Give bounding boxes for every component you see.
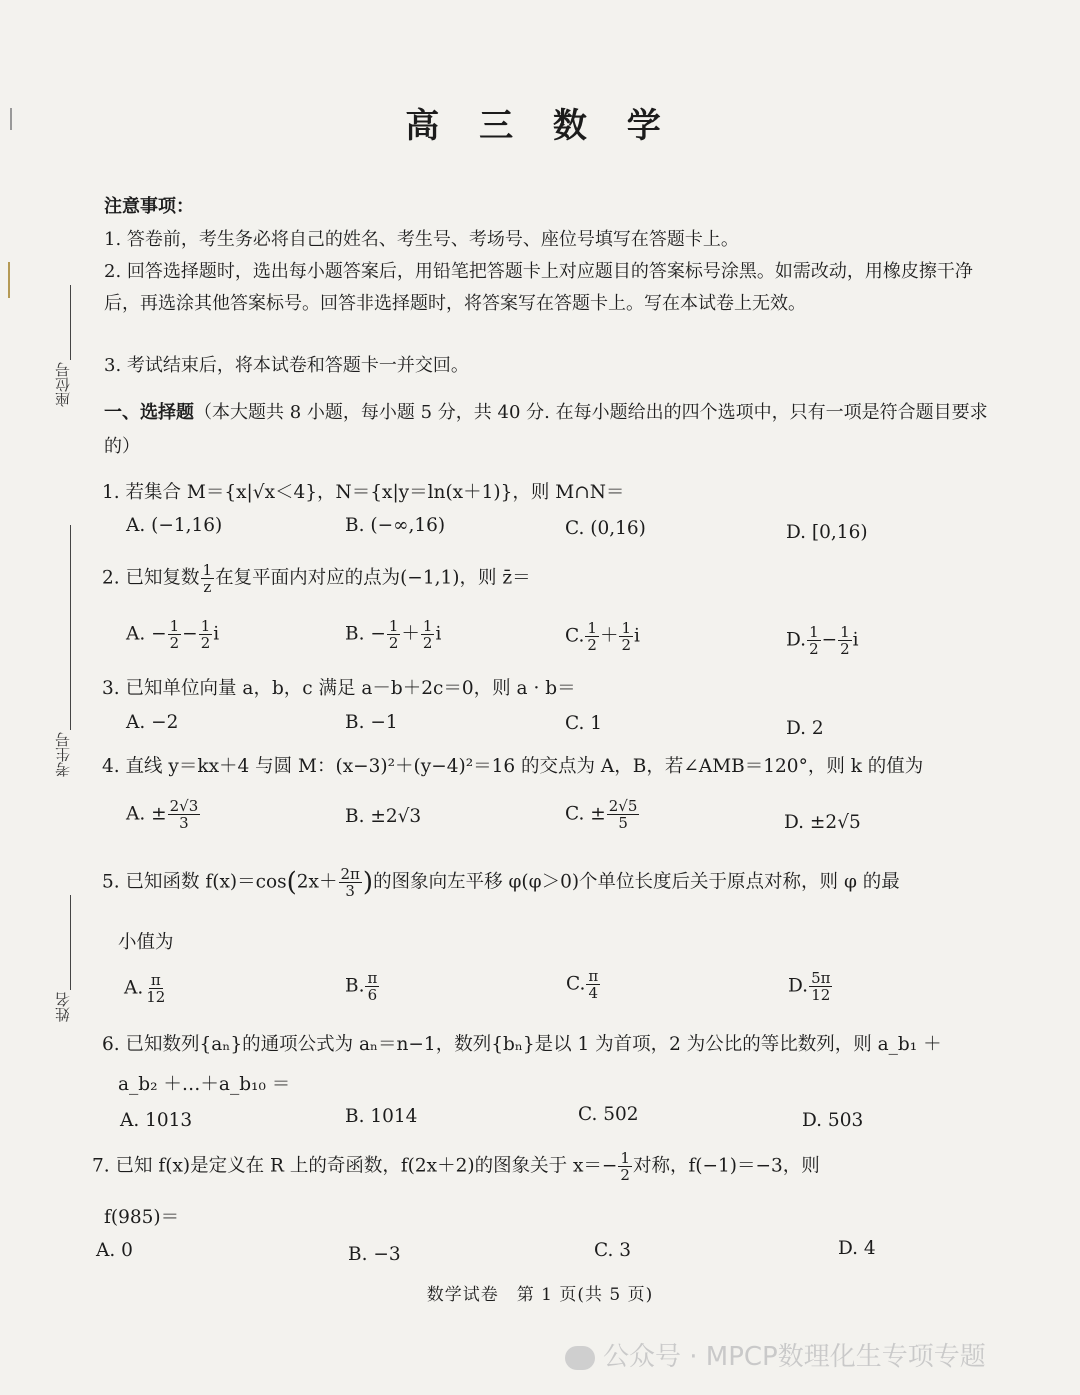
frac-den: 2 xyxy=(621,636,631,654)
question-1: 1. 若集合 M＝{x|√x＜4}，N＝{x|y＝ln(x＋1)}，则 M∩N＝ xyxy=(102,482,625,503)
frac-num: 1 xyxy=(388,617,399,635)
q7-option-d: D. 4 xyxy=(838,1238,876,1259)
imag-unit: i xyxy=(852,629,859,651)
frac-num: 1 xyxy=(620,1149,630,1167)
q1-option-c: C. (0,16) xyxy=(565,518,646,539)
q5-pre: 5. 已知函数 f(x)＝cos xyxy=(102,871,287,893)
q7-fraction xyxy=(618,1150,632,1183)
name-line xyxy=(70,895,71,990)
q5-option-d xyxy=(788,970,833,1003)
op: ＋ xyxy=(401,623,420,645)
q2-option-b xyxy=(345,618,441,651)
half-fraction xyxy=(619,620,633,653)
frac-den: 6 xyxy=(367,986,378,1004)
frac-num: π xyxy=(367,969,378,987)
q2-option-c xyxy=(565,620,640,653)
q3-option-b: B. −1 xyxy=(345,712,398,733)
frac-den: 3 xyxy=(345,882,355,900)
imag-unit: i xyxy=(435,623,442,645)
half-fraction xyxy=(387,618,401,651)
exam-id-line xyxy=(70,525,71,730)
question-2 xyxy=(102,562,1022,595)
q5-post: 的图象向左平移 φ(φ＞0)个单位长度后关于原点对称，则 φ 的最 xyxy=(373,871,900,893)
q3-option-a: A. −2 xyxy=(126,712,179,733)
frac-num: 1 xyxy=(621,619,631,637)
imag-unit: i xyxy=(634,625,640,647)
opt-label: C. ± xyxy=(565,803,606,825)
frac-num: 1 xyxy=(809,623,819,641)
frac-den: 2 xyxy=(200,634,211,652)
frac-den: 4 xyxy=(588,984,599,1002)
q5-option-b xyxy=(345,970,380,1003)
q4-option-b: B. ±2√3 xyxy=(345,806,422,827)
frac-num: 2π xyxy=(340,865,360,883)
frac-den: 2 xyxy=(388,634,399,652)
frac-den: 12 xyxy=(146,988,166,1006)
q5-b-fraction xyxy=(365,970,379,1003)
frac-num: 1 xyxy=(202,561,213,579)
seat-line xyxy=(70,285,71,360)
opt-label: B. xyxy=(345,975,365,997)
q4-a-fraction xyxy=(168,798,201,831)
frac-den: 2 xyxy=(169,634,180,652)
q5-inner: 2x＋ xyxy=(296,871,338,893)
q7-option-b: B. −3 xyxy=(348,1244,401,1265)
section-heading xyxy=(104,396,1009,464)
question-5 xyxy=(102,866,1022,899)
q3-option-d: D. 2 xyxy=(786,718,824,739)
question-7 xyxy=(92,1150,1012,1183)
frac-den: 2 xyxy=(587,636,597,654)
half-fraction xyxy=(838,624,852,657)
margin-mark xyxy=(8,262,10,298)
frac-num: 1 xyxy=(840,623,850,641)
frac-den: 12 xyxy=(811,986,831,1004)
name-label: 姓名 xyxy=(54,992,72,1022)
q5-option-c xyxy=(566,968,601,1001)
frac-num: 1 xyxy=(587,619,597,637)
paren-left: ( xyxy=(286,867,297,898)
question-3: 3. 已知单位向量 a，b，c 满足 a－b＋2c＝0，则 a · b＝ xyxy=(102,678,576,699)
frac-num: π xyxy=(150,971,161,989)
question-4: 4. 直线 y＝kx＋4 与圆 M：(x−3)²＋(y−4)²＝16 的交点为 A，B，若∠AMB＝120°，则 k 的值为 xyxy=(102,756,924,777)
opt-label: A. − xyxy=(126,623,167,645)
frac-num: 1 xyxy=(200,617,211,635)
opt-label: A. ± xyxy=(126,803,167,825)
exam-id-label: 考生号 xyxy=(54,732,72,777)
half-fraction xyxy=(585,620,599,653)
q2-option-d xyxy=(786,624,859,657)
opt-label: B. − xyxy=(345,623,386,645)
q6-option-d: D. 503 xyxy=(802,1110,864,1131)
op: − xyxy=(821,629,838,651)
opt-label: A. xyxy=(124,977,144,999)
q5-a-fraction xyxy=(144,972,167,1005)
q6-option-a: A. 1013 xyxy=(120,1110,193,1131)
question-6-line2: a_b₂ ＋…＋a_b₁₀ ＝ xyxy=(118,1074,291,1095)
op: − xyxy=(182,623,198,645)
half-fraction xyxy=(199,618,213,651)
q4-option-a xyxy=(126,798,201,831)
notice-item-2: 2. 回答选择题时，选出每小题答案后，用铅笔把答题卡上对应题目的答案标号涂黑。如需改动，用橡皮擦干净后，再选涂其他答案标号。回答非选择题时，将答案写在答题卡上。写在本试卷上无效。 xyxy=(104,261,973,314)
notice-heading: 注意事项： xyxy=(104,196,194,217)
q5-fraction xyxy=(339,866,362,899)
frac-num: 1 xyxy=(422,617,433,635)
q6-option-c: C. 502 xyxy=(578,1104,639,1125)
q2-pre: 2. 已知复数 xyxy=(102,567,200,589)
half-fraction xyxy=(421,618,435,651)
page-title: 高 三 数 学 xyxy=(405,106,675,146)
opt-label: C. xyxy=(565,625,585,647)
watermark xyxy=(565,1336,986,1373)
q1-option-d: D. [0,16) xyxy=(786,522,868,543)
q7-option-c: C. 3 xyxy=(594,1240,632,1261)
frac-den: 2 xyxy=(422,634,433,652)
opt-label: C. xyxy=(566,973,586,995)
frac-den: 2 xyxy=(809,640,819,658)
q1-option-b: B. (−∞,16) xyxy=(345,515,446,536)
question-6: 6. 已知数列{aₙ}的通项公式为 aₙ＝n−1，数列{bₙ}是以 1 为首项，2 为公比的等比数列，则 a_b₁ ＋ xyxy=(102,1034,942,1055)
question-7-line2: f(985)＝ xyxy=(104,1207,180,1228)
q2-option-a xyxy=(126,618,219,651)
q5-option-a xyxy=(124,972,168,1005)
q2-post: 在复平面内对应的点为(−1,1)，则 z̄＝ xyxy=(215,567,531,589)
frac-den: 3 xyxy=(179,814,189,832)
q5-c-fraction xyxy=(586,968,600,1001)
q6-option-b: B. 1014 xyxy=(345,1106,418,1127)
q7-post: 对称，f(−1)＝−3，则 xyxy=(632,1155,820,1177)
half-fraction xyxy=(807,624,821,657)
q5-d-fraction xyxy=(809,970,832,1003)
opt-label: D. xyxy=(786,629,807,651)
q2-fraction xyxy=(201,562,215,595)
section-desc: （本大题共 8 小题，每小题 5 分，共 40 分. 在每小题给出的四个选项中，只有一项是符合题目要求的） xyxy=(104,402,988,457)
section-title: 一、选择题 xyxy=(104,402,194,423)
half-fraction xyxy=(168,618,182,651)
wechat-icon xyxy=(565,1346,595,1370)
frac-den: 2 xyxy=(620,1166,630,1184)
frac-den: 5 xyxy=(618,814,628,832)
frac-num: 2√3 xyxy=(169,797,199,815)
imag-unit: i xyxy=(213,623,220,645)
q4-option-c xyxy=(565,798,640,831)
q7-option-a: A. 0 xyxy=(96,1240,133,1261)
frac-num: 5π xyxy=(811,969,831,987)
paren-right: ) xyxy=(362,867,374,898)
question-5-line2: 小值为 xyxy=(118,932,174,953)
frac-den: 2 xyxy=(840,640,850,658)
opt-label: D. xyxy=(788,975,809,997)
q7-pre: 7. 已知 f(x)是定义在 R 上的奇函数，f(2x＋2)的图象关于 x＝− xyxy=(92,1155,618,1177)
notice-item-3: 3. 考试结束后，将本试卷和答题卡一并交回。 xyxy=(104,355,469,376)
q1-option-a: A. (−1,16) xyxy=(126,515,223,536)
frac-num: π xyxy=(588,967,599,985)
seat-label: 座位号 xyxy=(54,362,72,407)
page-footer: 数学试卷 第 1 页(共 5 页) xyxy=(426,1285,654,1305)
op: ＋ xyxy=(599,625,619,647)
frac-num: 1 xyxy=(169,617,180,635)
q4-c-fraction xyxy=(607,798,640,831)
frac-den: z xyxy=(203,578,212,596)
notice-item-1: 1. 答卷前，考生务必将自己的姓名、考生号、考场号、座位号填写在答题卡上。 xyxy=(104,229,739,250)
watermark-text: 公众号 · MPCP数理化生专项专题 xyxy=(603,1342,986,1372)
q3-option-c: C. 1 xyxy=(565,713,603,734)
q4-option-d: D. ±2√5 xyxy=(784,812,861,833)
frac-num: 2√5 xyxy=(608,797,638,815)
